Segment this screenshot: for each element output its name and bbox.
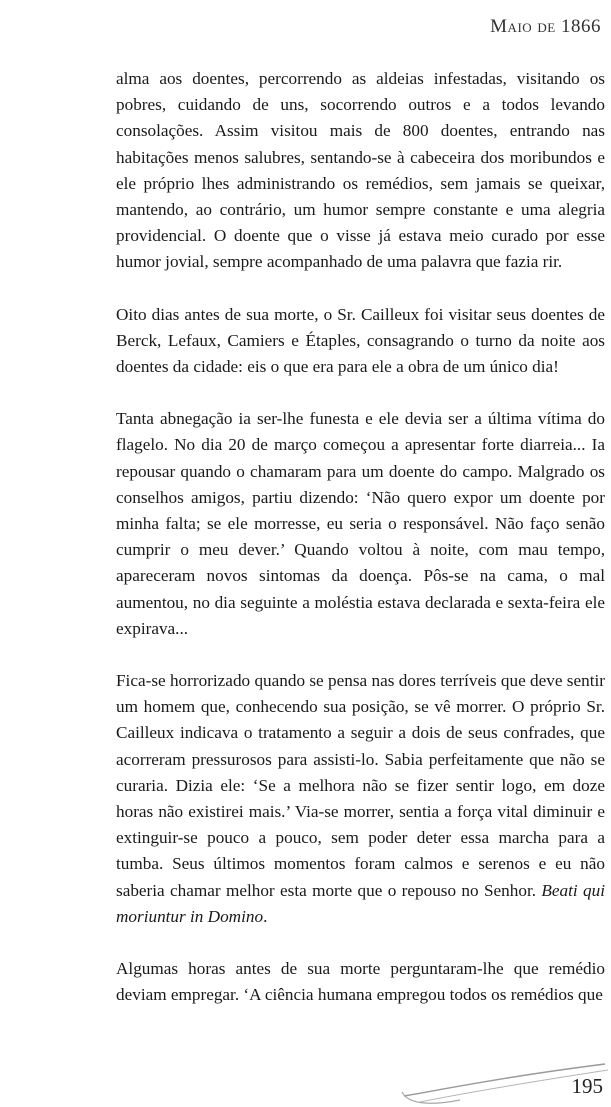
paragraph-4 [116,668,605,930]
paragraph-4-text: Fica-se horrorizado quando se pensa nas dores terríveis que deve sentir um homem que, conhecendo sua posição, se vê morrer. O próprio Sr. Cailleux indicava o tratamento a seguir a dois de seus confrades, que acorreram pressurosos para assisti-lo. Sabia perfeitamente que não se curaria. Dizia ele: ‘Se a melhora não se fizer sentir logo, em doze horas não existirei mais.’ Via-se morrer, sentia a força vital diminuir e extinguir-se pouco a pouco, sem poder deter essa marcha para a tumba. Seus últimos momentos foram calmos e serenos e eu não saberia chamar melhor esta morte que o repouso no Senhor. [116,671,605,900]
paragraph-3: Tanta abnegação ia ser-lhe funesta e ele devia ser a última vítima do flagelo. No dia 20 de março começou a apresentar forte diarreia... Ia repousar quando o chamaram para um doente do campo. Malgrado os conselhos amigos, partiu dizendo: ‘Não quero expor um doente por minha falta; se ele morresse, eu seria o responsável. Não faço senão cumprir o meu dever.’ Quando voltou à noite, com mau tempo, apareceram novos sintomas da doença. Pôs-se na cama, o mal aumentou, no dia seguinte a moléstia estava declarada e sexta-feira ele expirava... [116,409,605,638]
paragraph-2: Oito dias antes de sua morte, o Sr. Cailleux foi visitar seus doentes de Berck, Lefaux, Camiers e Étaples, consagrando o turno da noite aos doentes da cidade: eis o que era para ele a obra de um único dia! [116,304,605,377]
latin-quote: Beati qui moriuntur in Domino [116,880,605,926]
running-head: Maio de 1866 [490,16,601,37]
body-text [116,66,605,1009]
paragraph-4-tail: . [263,906,268,926]
page-number: 195 [571,1074,603,1098]
paragraph-5: Algumas horas antes de sua morte perguntaram-lhe que remédio deviam empregar. ‘A ciência humana empregou todos os remédios que [116,959,605,1005]
paragraph-1: alma aos doentes, percorrendo as aldeias infestadas, visitando os pobres, cuidando de uns, socorrendo outros e a todos levando consolações. Assim visitou mais de 800 doentes, entrando nas habitações menos salubres, sentando-se à cabeceira dos moribundos e ele próprio lhes administrando os remédios, sem jamais se queixar, mantendo, ao contrário, um humor sempre constante e uma alegria providencial. O doente que o visse já estava meio curado por esse humor jovial, sempre acompanhado de uma palavra que fazia rir. [116,69,605,272]
